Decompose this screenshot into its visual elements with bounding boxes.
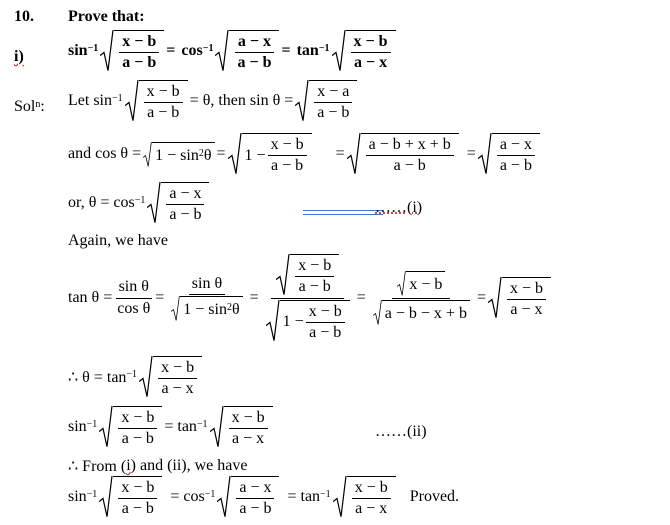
- square-root: [147, 182, 209, 225]
- math-text: a − x: [235, 33, 274, 53]
- square-root: [347, 133, 459, 176]
- square-root: [332, 30, 396, 73]
- math-text: 1 − sin: [155, 146, 199, 164]
- math-text: x − b: [507, 280, 546, 300]
- math-text: sin θ: [189, 275, 225, 295]
- math-text: =: [166, 42, 176, 60]
- math-text: θ: [231, 301, 240, 319]
- solution-line-6: ∴ θ = tan $^{-1}$ $\frac{x - b}{a - x}$: [68, 356, 204, 399]
- square-root: [139, 356, 202, 399]
- square-root: [99, 476, 162, 519]
- solution-line-3: or, θ = cos $^{-1}$ $\frac{a - x}{a - b}$: [68, 182, 211, 225]
- fraction: [118, 479, 157, 519]
- solution-line-9: sin $^{-1}$ $\frac{x - b}{a - b}$ = cos $^{-1}$ $\frac{a - x}{a - b}$ = tan $^{-1}$ $\frac{x - b}{a - x}$ Proved.: [68, 476, 459, 519]
- math-text: x − b: [118, 479, 157, 499]
- fraction: [507, 280, 546, 320]
- math-text: Sol: [14, 98, 36, 115]
- math-text: sin: [68, 418, 87, 436]
- math-text: a − x: [497, 136, 535, 156]
- math-text: sin θ: [116, 278, 152, 298]
- math-text: x − a: [314, 83, 352, 103]
- math-text: x − b: [118, 409, 157, 429]
- fraction: [234, 33, 274, 73]
- math-text: i: [126, 457, 131, 474]
- statement-equation: sin $^{-1}$ $\frac{x - b}{a - b}$ = cos $^{-1}$ $\frac{a - x}{a - b}$ = tan $^{-1}$ $\frac{x - b}{a - x}$: [68, 30, 398, 73]
- math-text: a − x: [232, 430, 265, 448]
- square-root: [397, 271, 445, 297]
- math-text: sin: [68, 488, 87, 506]
- math-text: x − b: [158, 359, 197, 379]
- fraction: [352, 479, 391, 519]
- math-text: =: [466, 145, 476, 163]
- solution-line-4: [68, 232, 168, 250]
- double-underline-mark: [303, 210, 383, 215]
- math-text: x − b: [352, 479, 391, 499]
- math-text: i): [14, 48, 24, 65]
- math-text: x − b: [351, 33, 391, 53]
- square-root: [276, 254, 339, 297]
- solution-line-2: [68, 133, 542, 176]
- math-text: tan: [296, 42, 319, 60]
- question-number: [14, 8, 34, 26]
- fraction: [351, 33, 391, 73]
- fraction: [119, 33, 159, 73]
- fraction: [261, 254, 355, 343]
- proved-label: Proved.: [409, 488, 460, 506]
- math-text: θ: [203, 146, 212, 164]
- math-text: a − b: [317, 104, 350, 122]
- math-text: 10.: [14, 8, 34, 25]
- sqrt-sign: [100, 30, 164, 73]
- square-root: [99, 406, 162, 449]
- square-root: 1 − sin $^2$ θ: [171, 296, 242, 322]
- question-title: [68, 8, 145, 26]
- math-text: x − b: [229, 409, 268, 429]
- math-text: :: [40, 98, 45, 115]
- solution-line-1: Let sin $^{-1}$ $\frac{x - b}{a - b}$ = θ, then sin θ = $\frac{x - a}{a - b}$: [68, 80, 359, 123]
- math-text: x − b: [268, 136, 307, 156]
- math-text: =: [216, 145, 226, 163]
- math-text: sin: [68, 42, 88, 60]
- math-text: ∴ θ = tan: [68, 369, 127, 387]
- math-text: a − b: [237, 54, 272, 72]
- fraction: [158, 359, 197, 399]
- math-text: x − b: [119, 33, 159, 53]
- square-root: [333, 476, 396, 519]
- fraction: [306, 303, 345, 343]
- math-text: ……(ii): [375, 423, 427, 440]
- fraction: [497, 136, 535, 176]
- fraction: [144, 83, 183, 123]
- math-text: = tan: [287, 488, 321, 506]
- math-text: ) and (ii), we have: [130, 457, 248, 474]
- square-root: [210, 406, 273, 449]
- math-text: a − b: [393, 157, 426, 175]
- math-text: x − b: [406, 271, 445, 297]
- math-text: a − x: [510, 301, 543, 319]
- math-text: a − b: [298, 278, 331, 296]
- fraction: [366, 136, 454, 176]
- square-root: [266, 300, 350, 343]
- math-text: =: [249, 289, 259, 307]
- fraction: [268, 136, 307, 176]
- math-text: a − b + x + b: [366, 136, 454, 156]
- math-text: a − x: [166, 185, 204, 205]
- square-root: [478, 133, 540, 176]
- fraction: [118, 409, 157, 449]
- math-text: x − b: [144, 83, 183, 103]
- math-text: = tan: [164, 418, 197, 436]
- math-text: a − b − x + b: [382, 300, 470, 326]
- part-label: [14, 48, 24, 66]
- math-text: x − b: [306, 303, 345, 323]
- square-root: [125, 80, 188, 123]
- fraction: [229, 409, 268, 449]
- square-root: [488, 277, 551, 320]
- solution-line-7: sin $^{-1}$ $\frac{x - b}{a - b}$ = tan $^{-1}$ $\frac{x - b}{a - x}$: [68, 406, 275, 449]
- math-text: or, θ = cos: [68, 194, 135, 212]
- math-text: 1 − sin: [183, 301, 227, 319]
- fraction: [368, 271, 475, 325]
- math-text: =: [356, 289, 366, 307]
- math-text: Again, we have: [68, 232, 168, 249]
- math-text: a − b: [121, 430, 154, 448]
- math-text: a − b: [271, 157, 304, 175]
- math-text: ……(i): [375, 199, 423, 216]
- math-text: 1 −: [282, 313, 304, 331]
- math-text: = cos: [170, 488, 205, 506]
- math-text: a − x: [353, 54, 388, 72]
- math-text: =: [281, 42, 291, 60]
- square-root: [295, 80, 357, 123]
- math-text: a − b: [169, 206, 202, 224]
- math-text: a − x: [161, 380, 194, 398]
- fraction: [236, 479, 274, 519]
- math-text: ∴ From (: [68, 458, 127, 475]
- math-text: a − b: [309, 324, 342, 342]
- equation-tag-i: [375, 199, 422, 217]
- math-text: cos: [181, 42, 203, 60]
- math-text: =: [476, 289, 486, 307]
- math-text: =: [155, 289, 165, 307]
- math-text: a − b: [147, 104, 180, 122]
- equation-tag-ii: [375, 423, 427, 441]
- fraction: [295, 257, 334, 297]
- math-text: and cos θ =: [68, 145, 142, 163]
- fraction: [166, 275, 247, 322]
- math-text: x − b: [295, 257, 334, 277]
- solution-label: Sol $^n$ :: [14, 98, 45, 115]
- math-text: Prove that:: [68, 8, 145, 25]
- square-root: [228, 133, 312, 176]
- math-text: a − b: [122, 54, 157, 72]
- solution-line-5: [68, 254, 553, 343]
- math-text: tan θ =: [68, 289, 113, 307]
- math-text: a − x: [236, 479, 274, 499]
- math-text: cos θ: [117, 299, 151, 317]
- math-text: 1 −: [244, 146, 266, 164]
- square-root: 1 − sin $^2$ θ: [143, 142, 214, 168]
- math-text: a − b: [239, 500, 272, 518]
- square-root: [217, 476, 279, 519]
- square-root: [215, 30, 279, 73]
- square-root: [373, 300, 470, 326]
- solution-line-8: [68, 456, 247, 476]
- math-text: a − b: [121, 500, 154, 518]
- fraction: [314, 83, 352, 123]
- math-text: a − b: [499, 157, 532, 175]
- math-text: =: [335, 145, 345, 163]
- math-text: = θ, then sin θ =: [189, 92, 294, 110]
- fraction: [166, 185, 204, 225]
- math-text: a − x: [355, 500, 388, 518]
- fraction: [114, 278, 153, 318]
- math-text: Let sin: [68, 92, 112, 110]
